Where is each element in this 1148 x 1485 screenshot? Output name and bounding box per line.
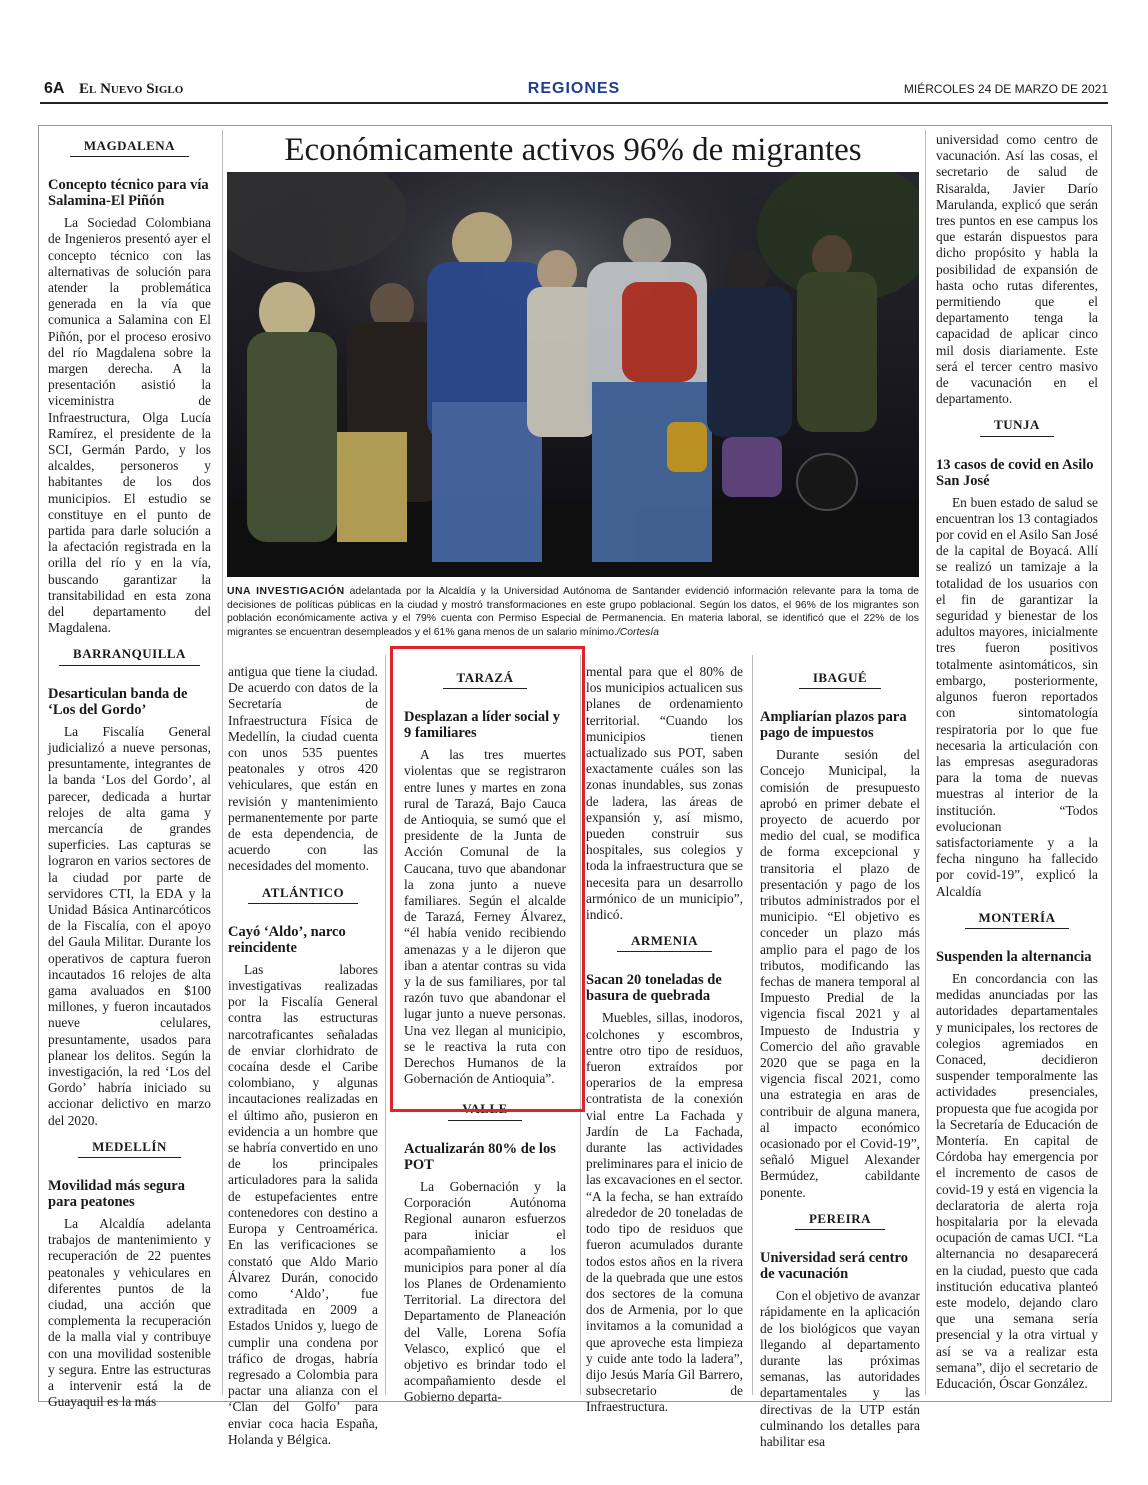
kicker-monteria: MONTERÍA bbox=[936, 910, 1098, 929]
article-body-medellin-cont: antigua que tiene la ciudad. De acuerdo con datos de la Secretaría de Infraestructura Física de Medellín, la ciudad cuenta con unos 535 puentes peatonales y otros 420 vehiculares, que están en revisión y mantenimiento permanentemente por parte de esta dependencia, de acuerdo con las necesidades del momento. bbox=[228, 664, 378, 874]
headline-pereira: Universidad será centro de vacunación bbox=[760, 1250, 908, 1283]
kicker-valle: VALLE bbox=[404, 1101, 566, 1120]
article-body-atlantico: Las labores investigativas realizadas por la Fiscalía General contra las estructuras narcotraficantes señaladas de enviar clorhidrato de cocaína desde el Caribe colombiano, y algunas incautaciones realizadas en el último año, pusieron en evidencia a un hombre que se habría convertido en uno de los principales articuladores para la salida de estupefacientes entre contenedores con destino a Europa y Centroamérica. En las verificaciones se constató que Aldo Mario Álvarez Durán, conocido como ‘Aldo’, fue extraditada en 2009 a Estados Unidos y, luego de cumplir una condena por tráfico de drogas, habría regresado a Colombia para pactar una alianza con el ‘Clan del Golfo’ para enviar coca hacia España, Holanda y Bélgica. bbox=[228, 961, 378, 1447]
kicker-barranquilla: BARRANQUILLA bbox=[48, 646, 211, 665]
headline-monteria: Suspenden la alternancia bbox=[936, 948, 1092, 965]
headline-magdalena: Concepto técnico para vía Salamina-El Piñón bbox=[48, 177, 209, 210]
article-body-pereira-cont: universidad como centro de vacunación. Así las cosas, el secretario de salud de Risaralda, Javier Darío Marulanda, explicó que serán tres puntos en ese campus los que estarán dispuestos para dicho propósito y habla la posibilidad de expansión de hasta ocho rutas diferentes, permitiendo que el departamento tenga la capacidad de aplicar cinco mil dosis diariamente. Este será el tercer centro masivo de vacunación en el departamento. bbox=[936, 132, 1098, 407]
caption-credit: /Cortesía bbox=[616, 626, 660, 638]
column-2 bbox=[228, 664, 378, 1448]
headline-barranquilla: Desarticulan banda de ‘Los del Gordo’ bbox=[48, 685, 188, 718]
header-rule bbox=[40, 102, 1108, 104]
kicker-pereira: PEREIRA bbox=[760, 1211, 920, 1230]
column-divider bbox=[385, 655, 386, 1395]
headline-medellin: Movilidad más segura para peatones bbox=[48, 1177, 185, 1210]
article-body-valle: La Gobernación y la Corporación Autónoma Regional aunaron esfuerzos para iniciar el acompañamiento a los municipios para poner al día los Planes de Ordenamiento Territorial. La directora del Departamento de Planeación del Valle, Lorena Sofía Velasco, explicó que el objetivo es brindar todo el acompañamiento desde el Gobierno departa- bbox=[404, 1178, 566, 1405]
kicker-armenia: ARMENIA bbox=[586, 933, 743, 952]
kicker-tunja: TUNJA bbox=[936, 417, 1098, 436]
headline-ibague: Ampliarían plazos para pago de impuestos bbox=[760, 709, 907, 742]
headline-atlantico: Cayó ‘Aldo’, narco reincidente bbox=[228, 923, 346, 956]
headline-tunja: 13 casos de covid en Asilo San José bbox=[936, 456, 1094, 489]
main-headline: Económicamente activos 96% de migrantes bbox=[284, 132, 862, 168]
column-divider bbox=[925, 130, 926, 1395]
column-divider bbox=[752, 655, 753, 1395]
kicker-medellin: MEDELLÍN bbox=[48, 1139, 211, 1158]
issue-date: MIÉRCOLES 24 DE MARZO DE 2021 bbox=[903, 82, 1108, 96]
article-body-barranquilla: La Fiscalía General judicializó a nueve personas, presuntamente, integrantes de la banda ‘Los del Gordo’, al parecer, dedicada a hurtar relojes de alta gama y mercancía de grandes superficies. Las capturas se lograron en varios sectores de la ciudad por parte de servidores CTI, la EDA y la Unidad Básica Antinarcóticos de la Fiscalía, con el apoyo del Gaula Militar. Durante los operativos de captura fueron incautados 16 relojes de alta gama avaluados en $100 millones, y fueron incautados nueve celulares, presuntamente, usados para planear los delitos. Según la investigación, la red ‘Los del Gordo’ habría iniciado su accionar delictivo en marzo del 2020. bbox=[48, 723, 211, 1128]
column-5 bbox=[760, 664, 920, 1450]
column-4 bbox=[586, 664, 743, 1416]
kicker-magdalena: MAGDALENA bbox=[48, 138, 211, 157]
article-body-monteria: En concordancia con las medidas anunciadas por las autoridades departamentales y municipales, los rectores de colegios agremiados en Conaced, decidieron suspender temporalmente las actividades presenciales, propuesta que fue acogida por la Secretaría de Educación de Montería. En capital de Córdoba hay emergencia por el incremento de casos de covid-19 y está en vigencia la declaratoria de alerta roja hospitalaria por la elevada ocupación de camas UCI. “La alternancia no desaparecerá en la ciudad, puesto que cada institución educativa planteó este modelo, dejando claro que una semana sería presencial y la otra virtual y así se va a realizar esta semana”, dijo el secretario de Educación, Óscar González. bbox=[936, 970, 1098, 1392]
highlight-box bbox=[390, 646, 585, 1112]
migrants-photo bbox=[227, 172, 919, 577]
caption-body: adelantada por la Alcaldía y la Universidad Autónoma de Santander evidenció información relevante para la toma de decisiones de políticas públicas en la ciudad y mostró transformaciones en este grupo poblacional. Según los datos, el 96% de los migrantes son población económicamente activa y el 79% cuenta con Permiso Especial de Permanencia. En materia laboral, se identificó que el 22% de los migrantes se encuentran desempleados y el 61% gana menos de un salario mínimo. bbox=[227, 586, 920, 638]
headline-valle: Actualizarán 80% de los POT bbox=[404, 1140, 556, 1173]
article-body-pereira: Con el objetivo de avanzar rápidamente en la aplicación de los biológicos que vayan llegando al departamento durante las próximas semanas, las autoridades departamentales y las directivas de la UTP están culminando los detalles para habilitar esa bbox=[760, 1288, 920, 1449]
caption-lead: UNA INVESTIGACIÓN bbox=[227, 586, 345, 597]
photo-caption bbox=[227, 585, 919, 639]
article-body-medellin: La Alcaldía adelanta trabajos de mantenimiento y recuperación de 22 puentes peatonales y vehiculares en diferentes puntos de la ciudad, una acción que complementa la recuperación de la malla vial y contribuye con una movilidad sostenible y segura. Entre las estructuras a intervenir está la de Guayaquil es la más bbox=[48, 1215, 211, 1410]
kicker-ibague: IBAGUÉ bbox=[760, 670, 920, 689]
kicker-atlantico: ATLÁNTICO bbox=[228, 885, 378, 904]
headline-armenia: Sacan 20 toneladas de basura de quebrada bbox=[586, 972, 722, 1005]
headline-taraza: Desplazan a líder social y 9 familiares bbox=[404, 709, 561, 742]
article-body-magdalena: La Sociedad Colombiana de Ingenieros presentó ayer el concepto técnico con las alternativas de solución para atender la problemática generada en la vía que comunica a Salamina con El Piñón, por el proceso erosivo del río Magdalena sobre la margen derecha. A la presentación asistió la viceministra de Infraestructura, Olga Lucía Ramírez, el presidente de la SCI, Germán Pardo, y los alcaldes, personeros y habitantes de los dos municipios. El estudio se constituye en el punto de partida para darle solución a la afectación registrada en la orilla del río y en la vía, buscando garantizar la transitabilidad en esta zona del departamento del Magdalena. bbox=[48, 215, 211, 636]
newspaper-name: El Nuevo Siglo bbox=[78, 81, 184, 97]
article-body-ibague: Durante sesión del Concejo Municipal, la comisión de presupuesto aprobó en primer debate el proyecto de acuerdo por medio del cual, se modifica de forma excepcional y transitoria el plazo de presentación y pago de los tributos administrados por el municipio. “El objetivo es conceder un plazo más amplio para el pago de los tributos, modificando las fechas de manera temporal al Impuesto Predial de la vigencia fiscal 2021 y al Impuesto de Industria y Comercio del año gravable 2020 que se paga en la vigencia fiscal 2021, como una estrategia en aras de contribuir de alguna manera, al impacto económico ocasionado por el Covid-19”, señaló Miguel Alexander Bermúdez, cabildante ponente. bbox=[760, 747, 920, 1200]
column-divider bbox=[222, 130, 223, 1395]
column-1 bbox=[48, 132, 211, 1410]
section-title: REGIONES bbox=[527, 80, 621, 97]
article-body-valle-cont: mental para que el 80% de los municipios actualicen sus planes de ordenamiento territorial. “Cuando los municipios tienen actualizado sus POT, saben exactamente cuáles son las zonas inundables, sus zonas de ladera, las áreas de expansión y, así mismo, pueden construir sus hospitales, sus colegios y toda la infraestructura que se necesita para un desarrollo armónico de un municipio”, indicó. bbox=[586, 664, 743, 923]
column-6 bbox=[936, 132, 1098, 1392]
article-body-taraza: A las tres muertes violentas que se registraron entre lunes y martes en zona rural de Tarazá, Bajo Cauca de Antioquia, se sumó que el presidente de la Junta de Acción Comunal de la Caucana, tuvo que abandonar la zona junto a nueve familiares. Según el alcalde de Tarazá, Ferney Álvarez, “él había venido recibiendo amenazas y a le dijeron que iban a atentar contras su vida y la de sus familiares, por tal razón tuvo que abandonar el lugar junto a nueve personas. Una vez llegan al municipio, se le reactiva la ruta con Derechos Humanos de la Gobernación de Antioquia”. bbox=[404, 747, 566, 1087]
page-number: 6A bbox=[44, 80, 65, 97]
article-body-tunja: En buen estado de salud se encuentran los 13 contagiados por covid en el Asilo San José de la capital de Boyacá. Allí se realizó un tamizaje a la totalidad de los usuarios con el fin de garantizar la seguridad y bienestar de los adultos mayores, inicialmente tres fueron positivos totalmente asintomáticos, sin embargo, posteriormente, algunos fueron reportados con sintomatología respiratoria por lo que fue necesaria la articulación con las empresas aseguradoras para la toma de nuevas muestras al interior de la institución. “Todos evolucionan satisfactoriamente y a la fecha ninguno ha fallecido por covid-19”, explicó la Alcaldía bbox=[936, 494, 1098, 899]
article-body-armenia: Muebles, sillas, inodoros, colchones y escombros, entre otro tipo de residuos, fueron extraídos por operarios de la empresa contratista de la conexión vial entre La Fachada y Jardín de La Fachada, durante las actividades preliminares para el inicio de las excavaciones en el sector. “A la fecha, se han extraído alrededor de 20 toneladas de todo tipo de residuos que fueron acumulados durante todos estos años en la rivera de la quebrada que une estos dos sectores de la comuna dos de Armenia, por lo que invitamos a la comunidad a que aproveche esta limpieza y cuide ante todo la ladera”, dijo Jesús María Gil Barrero, subsecretario de Infraestructura. bbox=[586, 1010, 743, 1415]
kicker-taraza: TARAZÁ bbox=[404, 670, 566, 689]
